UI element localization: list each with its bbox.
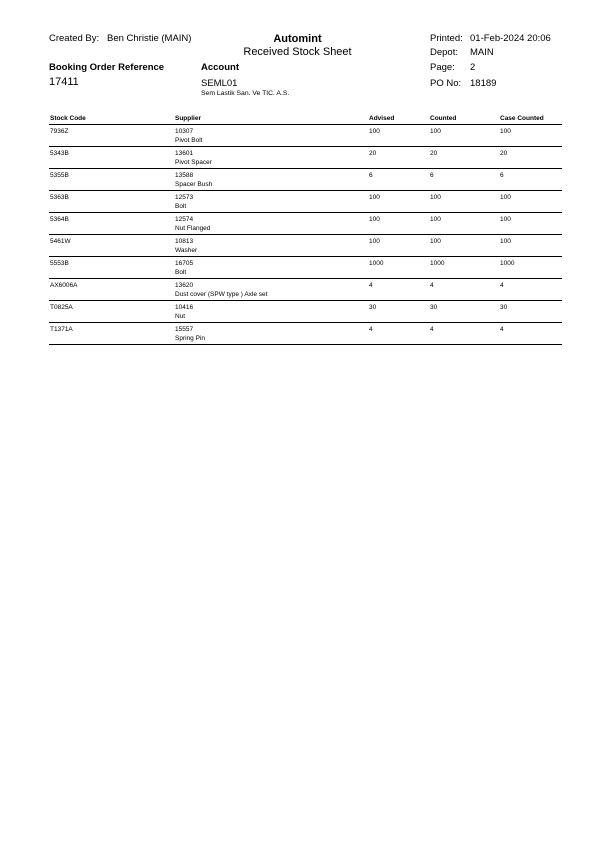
printed-label: Printed: — [430, 33, 463, 44]
item-description-cell: Dust cover (SPW type ) Axle set — [175, 291, 268, 298]
supplier-code-cell: 10307 — [175, 128, 194, 135]
advised-cell: 6 — [369, 172, 373, 179]
advised-cell: 4 — [369, 326, 373, 333]
counted-cell: 1000 — [430, 260, 445, 267]
stock-code-cell: AX6006A — [50, 282, 78, 289]
counted-cell: 4 — [430, 282, 434, 289]
sheet-title: Received Stock Sheet — [243, 46, 352, 58]
po-label: PO No: — [430, 78, 462, 89]
stock-code-cell: 5553B — [50, 260, 69, 267]
advised-cell: 100 — [369, 216, 380, 223]
supplier-code-cell: 16705 — [175, 260, 194, 267]
counted-cell: 100 — [430, 216, 441, 223]
booking-ref-value: 17411 — [49, 76, 79, 88]
col-stock-code: Stock Code — [50, 115, 86, 122]
table-body — [49, 125, 562, 345]
counted-cell: 30 — [430, 304, 438, 311]
account-label: Account — [201, 62, 239, 73]
table-row — [49, 323, 562, 345]
col-counted: Counted — [430, 115, 457, 122]
counted-cell: 6 — [430, 172, 434, 179]
item-description-cell: Bolt — [175, 203, 187, 210]
item-description-cell: Pivot Bolt — [175, 137, 203, 144]
item-description-cell: Nut Flanged — [175, 225, 211, 232]
case-counted-cell: 4 — [500, 326, 504, 333]
table-row — [49, 147, 562, 169]
case-counted-cell: 100 — [500, 216, 511, 223]
counted-cell: 4 — [430, 326, 434, 333]
supplier-code-cell: 12574 — [175, 216, 194, 223]
account-code: SEML01 — [201, 78, 238, 89]
case-counted-cell: 1000 — [500, 260, 515, 267]
counted-cell: 100 — [430, 194, 441, 201]
stock-code-cell: 5364B — [50, 216, 69, 223]
created-by-label: Created By: — [49, 33, 100, 44]
advised-cell: 30 — [369, 304, 377, 311]
supplier-code-cell: 15557 — [175, 326, 194, 333]
item-description-cell: Spacer Bush — [175, 181, 213, 188]
advised-cell: 4 — [369, 282, 373, 289]
table-row — [49, 213, 562, 235]
col-advised: Advised — [369, 115, 395, 122]
case-counted-cell: 6 — [500, 172, 504, 179]
table-row — [49, 125, 562, 147]
table-row — [49, 279, 562, 301]
depot-value: MAIN — [470, 47, 494, 58]
booking-ref-label: Booking Order Reference — [49, 62, 165, 73]
item-description-cell: Spring Pin — [175, 335, 205, 342]
case-counted-cell: 100 — [500, 194, 511, 201]
item-description-cell: Washer — [175, 247, 198, 254]
case-counted-cell: 100 — [500, 128, 511, 135]
advised-cell: 100 — [369, 238, 380, 245]
table-header — [49, 114, 562, 125]
depot-label: Depot: — [430, 47, 458, 58]
supplier-code-cell: 13620 — [175, 282, 194, 289]
supplier-code-cell: 13601 — [175, 150, 194, 157]
item-description-cell: Bolt — [175, 269, 187, 276]
supplier-code-cell: 10813 — [175, 238, 194, 245]
case-counted-cell: 20 — [500, 150, 508, 157]
stock-code-cell: 5461W — [50, 238, 71, 245]
case-counted-cell: 4 — [500, 282, 504, 289]
stock-code-cell: 5343B — [50, 150, 69, 157]
account-name: Sem Lastik San. Ve TIC. A.S. — [201, 90, 290, 97]
stock-code-cell: 5355B — [50, 172, 69, 179]
item-description-cell: Pivot Spacer — [175, 159, 212, 166]
advised-cell: 20 — [369, 150, 377, 157]
table-row — [49, 169, 562, 191]
po-value: 18189 — [470, 78, 497, 89]
stock-code-cell: T1371A — [50, 326, 73, 333]
supplier-code-cell: 13588 — [175, 172, 194, 179]
company-name: Automint — [273, 33, 322, 45]
advised-cell: 100 — [369, 128, 380, 135]
counted-cell: 20 — [430, 150, 438, 157]
page-value: 2 — [470, 62, 476, 73]
stock-table — [49, 114, 562, 345]
supplier-code-cell: 12573 — [175, 194, 194, 201]
case-counted-cell: 30 — [500, 304, 508, 311]
advised-cell: 100 — [369, 194, 380, 201]
supplier-code-cell: 10416 — [175, 304, 194, 311]
col-supplier: Supplier — [175, 115, 202, 122]
printed-value: 01-Feb-2024 20:06 — [470, 33, 551, 44]
table-row — [49, 257, 562, 279]
stock-code-cell: T0825A — [50, 304, 73, 311]
case-counted-cell: 100 — [500, 238, 511, 245]
stock-code-cell: 5363B — [50, 194, 69, 201]
table-row — [49, 301, 562, 323]
item-description-cell: Nut — [175, 313, 186, 320]
col-case-counted: Case Counted — [500, 115, 544, 122]
counted-cell: 100 — [430, 128, 441, 135]
created-by-value: Ben Christie (MAIN) — [107, 33, 192, 44]
table-row — [49, 191, 562, 213]
table-row — [49, 235, 562, 257]
stock-code-cell: 7936Z — [50, 128, 69, 135]
page-label: Page: — [430, 62, 455, 73]
counted-cell: 100 — [430, 238, 441, 245]
advised-cell: 1000 — [369, 260, 384, 267]
